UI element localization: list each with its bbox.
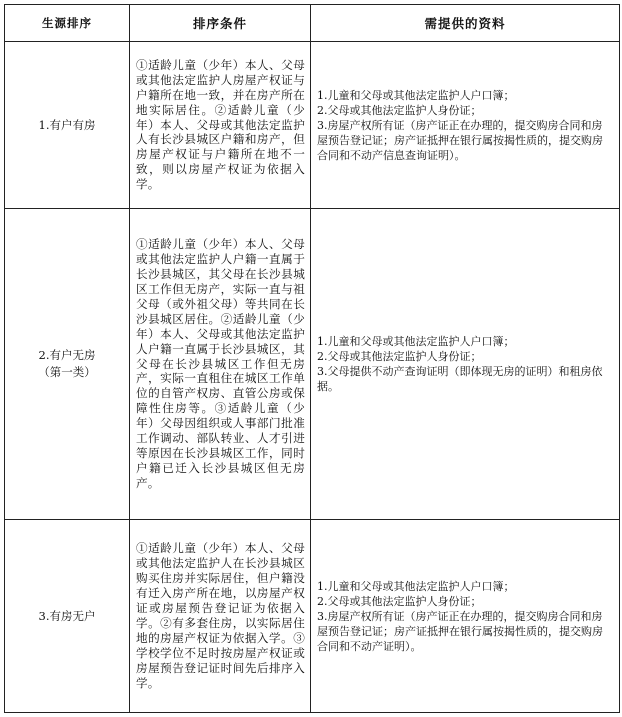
row-documents <box>311 42 620 209</box>
doc-item: 2.父母或其他法定监护人身份证； <box>317 350 482 363</box>
doc-item: 2.父母或其他法定监护人身份证； <box>317 103 482 117</box>
table-row <box>5 42 620 209</box>
row-category: 1.有户有房 <box>5 42 130 209</box>
doc-item: 1.儿童和父母或其他法定监护人户口簿； <box>317 88 515 102</box>
row-documents <box>311 520 620 713</box>
doc-item: 3.房屋产权所有证（房产证正在办理的，提交购房合同和房屋预告登记证；房产证抵押在银行属按揭性质的，提交购房合同和不动产信息查询证明）。 <box>317 118 603 162</box>
doc-item: 3.父母提供不动产查询证明（即体现无房的证明）和租房依据。 <box>317 365 603 393</box>
row-conditions: ①适龄儿童（少年）本人、父母或其他法定监护人房屋产权证与户籍所在地一致，并在房产所在地实际居住。②适龄儿童（少年）本人、父母或其他法定监护人有长沙县城区户籍和房产，但房屋产权证与户籍所在地不一致，则以房屋产权证为依据入学。 <box>130 42 311 209</box>
row-documents <box>311 209 620 520</box>
header-documents: 需提供的资料 <box>311 5 620 42</box>
header-conditions: 排序条件 <box>130 5 311 42</box>
doc-item: 3.房屋产权所有证（房产证正在办理的，提交购房合同和房屋预告登记证；房产证抵押在银行属按揭性质的，提交购房合同和不动产证明）。 <box>317 609 603 653</box>
row-category: 2.有户无房 （第一类） <box>5 209 130 520</box>
table-row <box>5 520 620 713</box>
table-header-row <box>5 5 620 42</box>
doc-item: 1.儿童和父母或其他法定监护人户口簿； <box>317 335 515 348</box>
doc-item: 1.儿童和父母或其他法定监护人户口簿； <box>317 579 515 593</box>
row-category: 3.有房无户 <box>5 520 130 713</box>
header-priority: 生源排序 <box>5 5 130 42</box>
row-conditions: ①适龄儿童（少年）本人、父母或其他法定监护人在长沙县城区购买住房并实际居住，但户籍没有迁入房产所在地，以房屋产权证或房屋预告登记证为依据入学。②有多套住房，以实际居住地的房屋产权证为依据入学。③学校学位不足时按房屋产权证或房屋预告登记证时间先后排序入学。 <box>130 520 311 713</box>
doc-item: 2.父母或其他法定监护人身份证； <box>317 594 482 608</box>
enrollment-priority-table <box>4 4 620 713</box>
row-conditions: ①适龄儿童（少年）本人、父母或其他法定监护人户籍一直属于长沙县城区，其父母在长沙县城区工作但无房产，实际一直与祖父母（或外祖父母）等共同在长沙县城区居住。②适龄儿童（少年）本人、父母或其他法定监护人户籍一直属于长沙县城区，其父母在长沙县城区工作但无房产，实际一直租住在城区工作单位的自管产权房、直管公房或保障性住房等。③适龄儿童（少年）父母因组织或人事部门批准工作调动、部队转业、人才引进等原因在长沙县城区工作，同时户籍已迁入长沙县城区但无房产。 <box>130 209 311 520</box>
table-row <box>5 209 620 520</box>
